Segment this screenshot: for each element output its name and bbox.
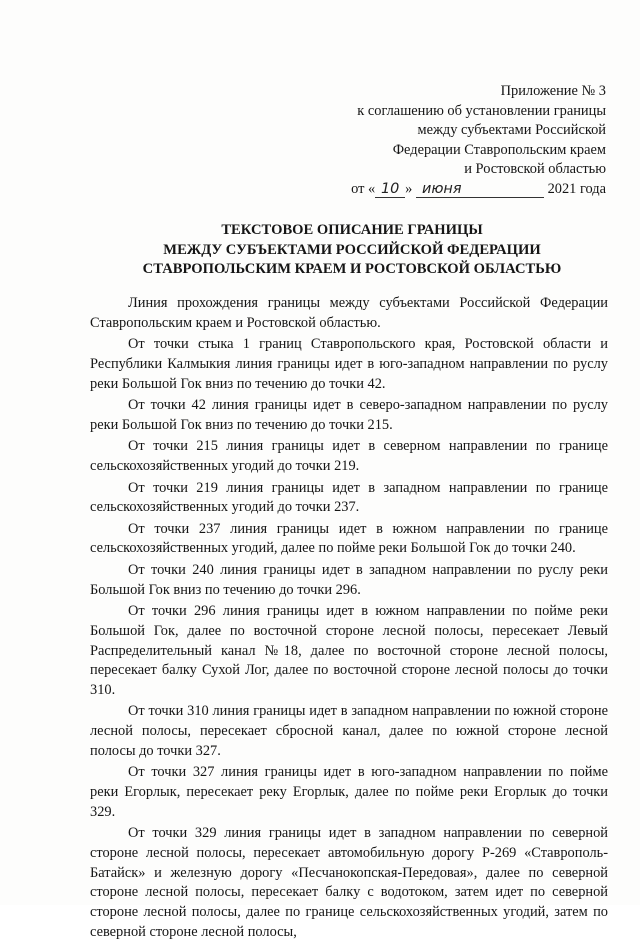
paragraph: От точки 215 линия границы идет в северном направлении по границе сельскохозяйственных угодий до точки 219. bbox=[90, 438, 608, 475]
date-prefix: от « bbox=[351, 180, 376, 197]
appendix-subjects-line: между субъектами Российской bbox=[417, 122, 606, 139]
paragraph: От точки 327 линия границы идет в юго-западном направлении по пойме реки Егорлык, пересекает реку Егорлык, далее по пойме реки Егорлык до точки 329. bbox=[90, 764, 608, 820]
paragraph: От точки 219 линия границы идет в западном направлении по границе сельскохозяйственных угодий до точки 237. bbox=[90, 479, 608, 516]
document-body bbox=[90, 294, 608, 944]
appendix-date-line bbox=[316, 180, 606, 200]
paragraph: От точки стыка 1 границ Ставропольского края, Ростовской области и Республики Калмыкия линия границы идет в юго-западном направлении по руслу реки Большой Гок вниз по течению до точки 42. bbox=[90, 336, 608, 392]
paragraph: От точки 42 линия границы идет в северо-западном направлении по руслу реки Большой Гок вниз по течению до точки 215. bbox=[90, 397, 608, 433]
date-mid: » bbox=[405, 180, 413, 197]
paragraph: От точки 310 линия границы идет в западном направлении по южной стороне лесной полосы, пересекает сбросной канал, далее по южной стороне лесной полосы до точки 327. bbox=[90, 703, 608, 759]
title-line-3: СТАВРОПОЛЬСКИМ КРАЕМ И РОСТОВСКОЙ ОБЛАСТЬЮ bbox=[142, 261, 562, 278]
date-year: 2021 года bbox=[547, 180, 606, 197]
handwritten-month: июня bbox=[416, 181, 544, 198]
appendix-header bbox=[316, 82, 606, 200]
appendix-federation-line: Федерации Ставропольским краем bbox=[392, 141, 606, 158]
paragraph: От точки 237 линия границы идет в южном направлении по границе сельскохозяйственных угодий, далее по пойме реки Большой Гок до точки 240. bbox=[90, 520, 608, 557]
appendix-agreement-line: к соглашению об установлении границы bbox=[357, 102, 606, 119]
paragraph: От точки 296 линия границы идет в южном направлении по пойме реки Большой Гок, далее по восточной стороне лесной полосы, пересекает Левый Распределительный канал №18, далее по восточной стороне лесной полосы, пересекает балку Сухой Лог, далее по восточной стороне лесной полосы до точки 310. bbox=[90, 603, 608, 698]
appendix-number: Приложение № 3 bbox=[500, 83, 606, 99]
document-title bbox=[82, 221, 622, 280]
paragraph: От точки 240 линия границы идет в западном направлении по руслу реки Большой Гок вниз по течению до точки 296. bbox=[90, 561, 608, 598]
paragraph: Линия прохождения границы между субъектами Российской Федерации Ставропольским краем и Ростовской областью. bbox=[90, 295, 608, 331]
handwritten-day: 10 bbox=[375, 181, 405, 198]
paragraph: От точки 329 линия границы идет в западном направлении по северной стороне лесной полосы, пересекает автомобильную дорогу Р-269 «Ставрополь-Батайск» и железную дорогу «Песчанокопская-Передовая», далее по северной стороне лесной полосы, пересекает балку с водотоком, затем идет по северной стороне лесной полосы, далее по границе сельскохозяйственных угодий, затем по северной стороне лесной полосы, bbox=[90, 825, 608, 940]
appendix-region-line: и Ростовской областью bbox=[464, 161, 606, 178]
title-line-2: МЕЖДУ СУБЪЕКТАМИ РОССИЙСКОЙ ФЕДЕРАЦИИ bbox=[163, 241, 541, 258]
title-line-1: ТЕКСТОВОЕ ОПИСАНИЕ ГРАНИЦЫ bbox=[221, 222, 483, 238]
